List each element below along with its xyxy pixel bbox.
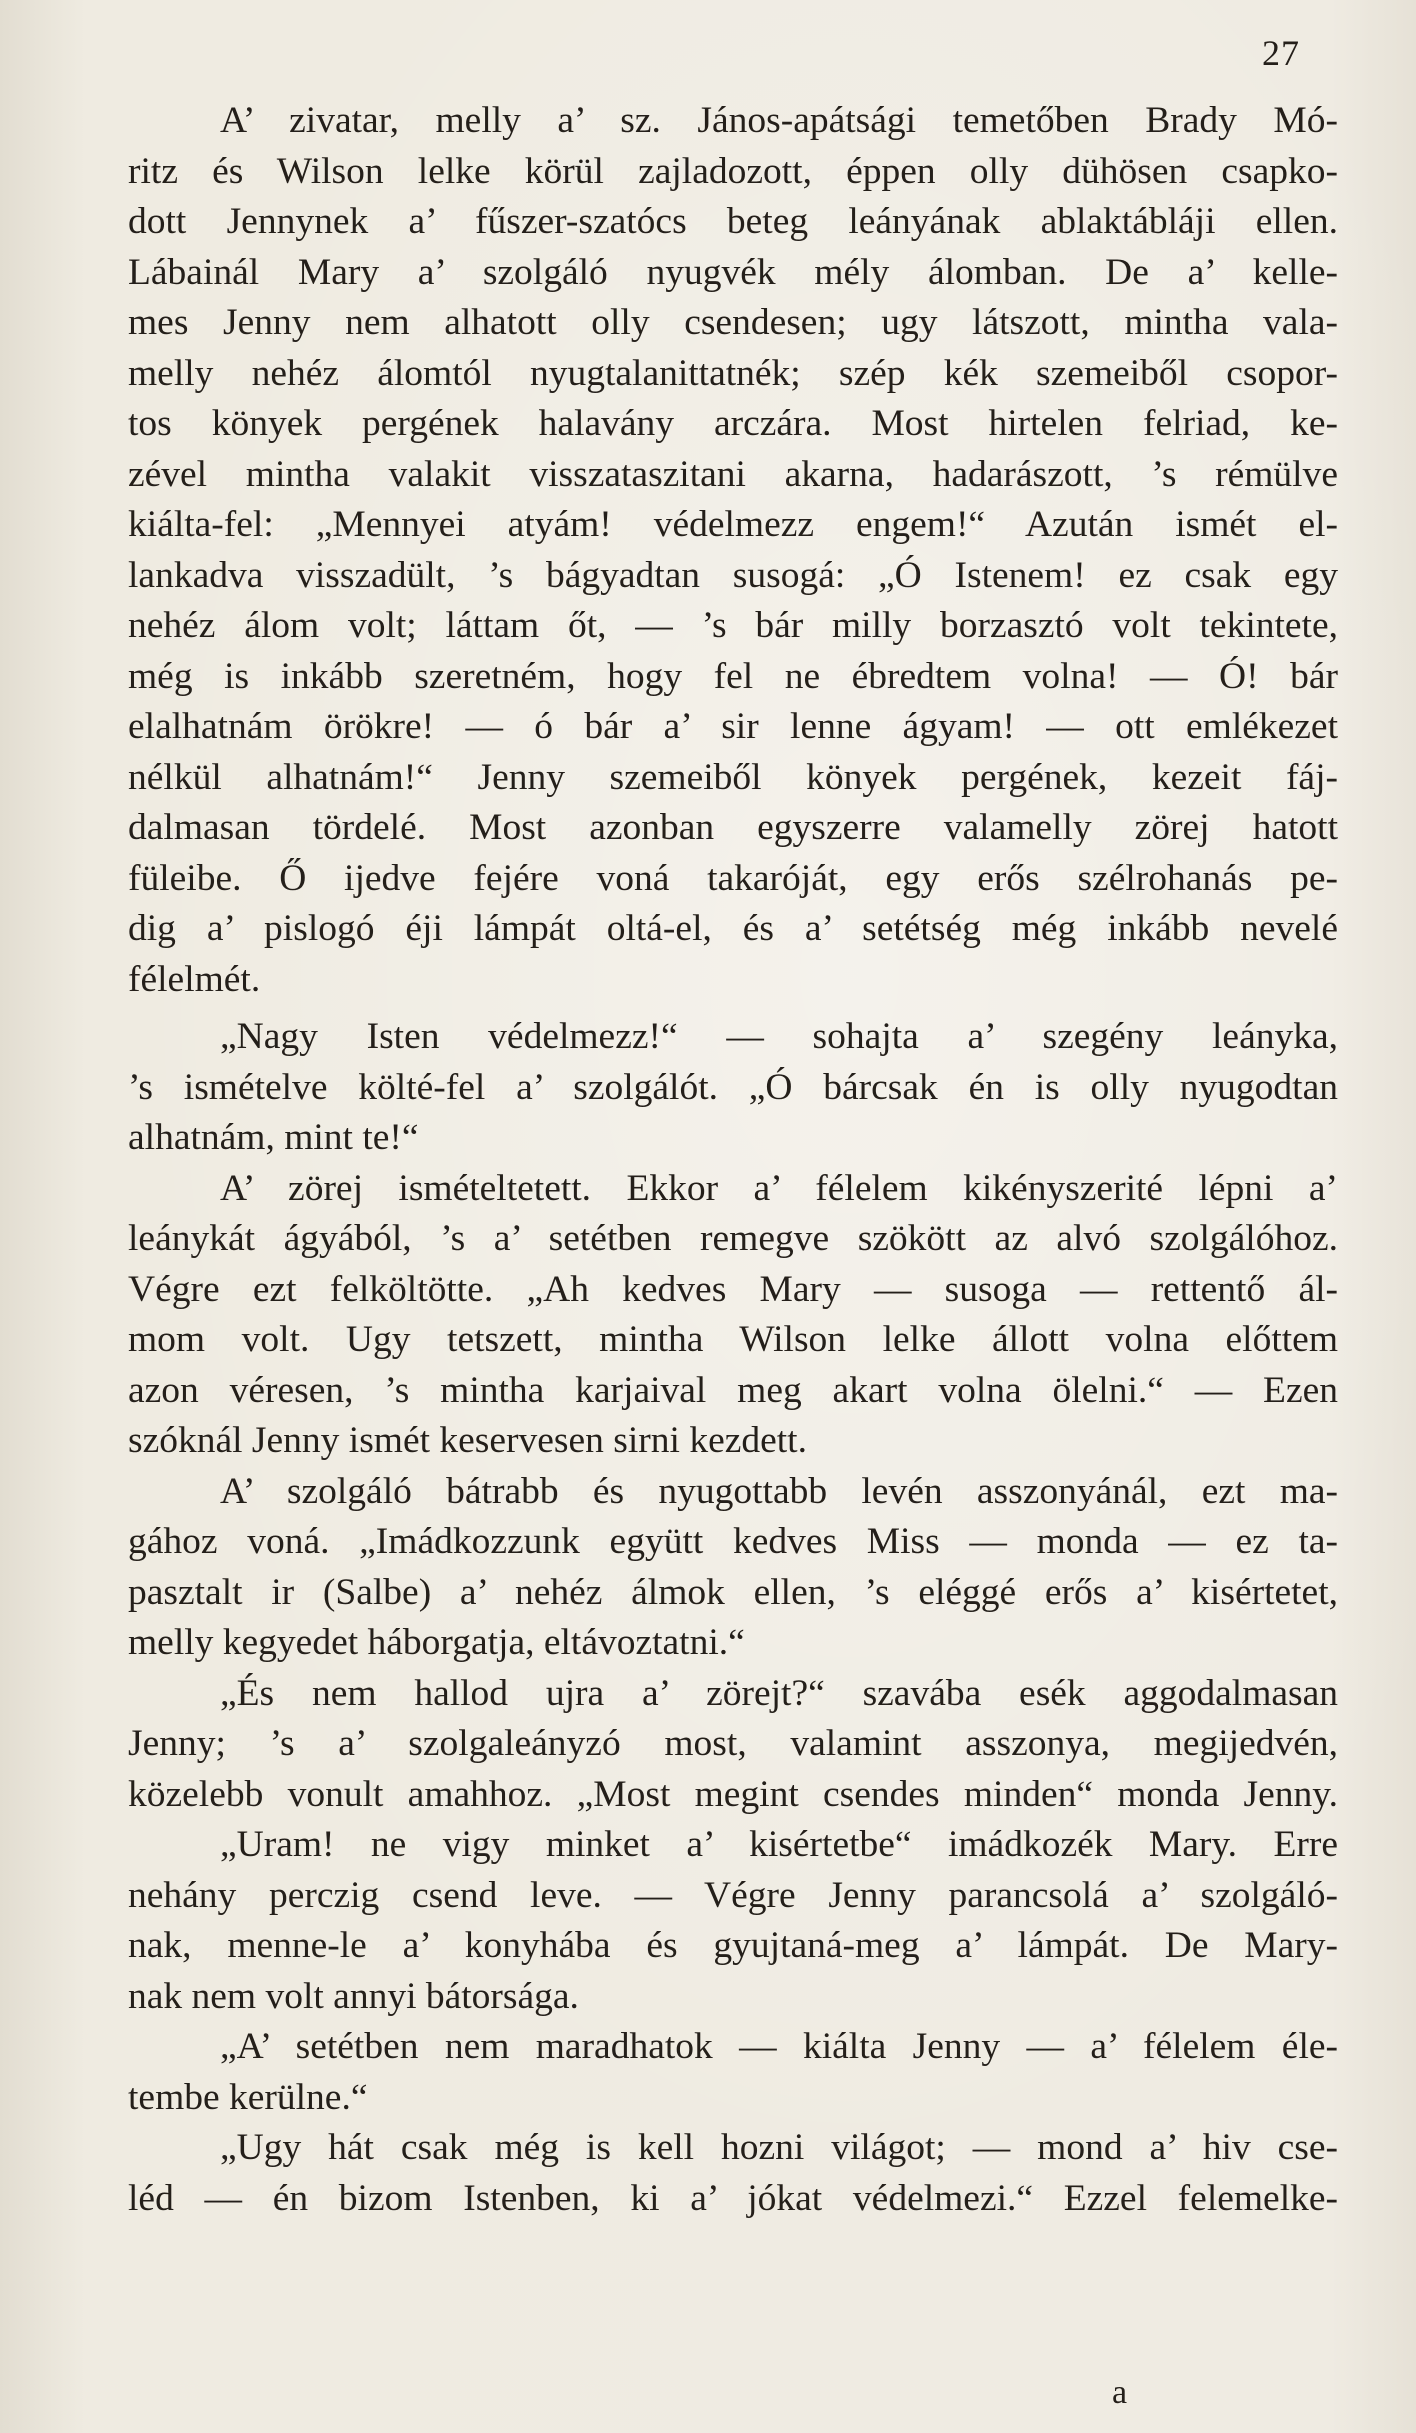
text-line: Jenny; ’s a’ szolgaleányzó most, valamint asszonya, megijedvén, — [128, 1723, 1338, 1764]
text-line: lankadva visszadült, ’s bágyadtan susogá: „Ó Istenem! ez csak egy — [128, 554, 1338, 596]
text-line: dig a’ pislogó éji lámpát oltá-el, és a’ setétség még inkább nevelé — [128, 908, 1338, 949]
text-line: A’ szolgáló bátrabb és nyugottabb levén asszonyánál, ezt ma- — [220, 1470, 1338, 1512]
text-line: nélkül alhatnám!“ Jenny szemeiből könyek pergének, kezeit fáj- — [128, 756, 1338, 798]
text-line: zével mintha valakit visszataszitani akarna, hadarászott, ’s rémülve — [128, 453, 1338, 495]
text-line: alhatnám, mint te!“ — [128, 1117, 419, 1158]
text-line: „A’ setétben nem maradhatok — kiálta Jenny — a’ félelem éle- — [220, 2026, 1338, 2067]
text-line: léd — én bizom Istenben, ki a’ jókat védelmezi.“ Ezzel felemelke- — [128, 2177, 1338, 2219]
text-line: „Nagy Isten védelmezz!“ — sohajta a’ szegény leányka, — [220, 1016, 1338, 1057]
text-line: dott Jennynek a’ fűszer-szatócs beteg leányának ablaktábláji ellen. — [128, 201, 1338, 242]
text-line: pasztalt ir (Salbe) a’ nehéz álmok ellen, ’s eléggé erős a’ kisértetet, — [128, 1571, 1338, 1613]
text-line: még is inkább szeretném, hogy fel ne ébredtem volna! — Ó! bár — [128, 655, 1338, 697]
text-line: nak, menne-le a’ konyhába és gyujtaná-meg a’ lámpát. De Mary- — [128, 1925, 1338, 1966]
text-line: leánykát ágyából, ’s a’ setétben remegve szökött az alvó szolgálóhoz. — [128, 1218, 1338, 1259]
text-line: dalmasan tördelé. Most azonban egyszerre valamelly zörej hatott — [128, 807, 1338, 848]
text-line: tos könyek pergének halavány arczára. Most hirtelen felriad, ke- — [128, 403, 1338, 444]
text-line: mom volt. Ugy tetszett, mintha Wilson lelke állott volna előttem — [128, 1319, 1338, 1360]
text-line: félelmét. — [128, 958, 261, 1000]
text-line: mes Jenny nem alhatott olly csendesen; ugy látszott, mintha vala- — [128, 302, 1338, 343]
text-line: A’ zörej ismételtetett. Ekkor a’ félelem kikényszerité lépni a’ — [220, 1167, 1338, 1209]
text-line: közelebb vonult amahhoz. „Most megint csendes minden“ monda Jenny. — [128, 1773, 1338, 1815]
catchword: a — [1112, 2374, 1128, 2411]
text-line: ’s ismételve költé-fel a’ szolgálót. „Ó bárcsak én is olly nyugodtan — [128, 1066, 1338, 1108]
text-line: „És nem hallod ujra a’ zörejt?“ szavába esék aggodalmasan — [220, 1672, 1338, 1714]
text-line: nehéz álom volt; láttam őt, — ’s bár milly borzasztó volt tekintete, — [128, 605, 1338, 646]
page-text — [128, 96, 1338, 2224]
text-line: ritz és Wilson lelke körül zajladozott, éppen olly dühösen csapko- — [128, 150, 1338, 192]
text-line: elalhatnám örökre! — ó bár a’ sir lenne ágyam! — ott emlékezet — [128, 706, 1338, 747]
text-line: Lábainál Mary a’ szolgáló nyugvék mély álomban. De a’ kelle- — [128, 251, 1338, 293]
text-line: A’ zivatar, melly a’ sz. János-apátsági temetőben Brady Mó- — [220, 100, 1338, 141]
text-line: azon véresen, ’s mintha karjaival meg akart volna ölelni.“ — Ezen — [128, 1369, 1338, 1411]
text-line: melly nehéz álomtól nyugtalanittatnék; szép kék szemeiből csopor- — [128, 352, 1338, 394]
text-line: gához voná. „Imádkozzunk együtt kedves Miss — monda — ez ta- — [128, 1521, 1338, 1562]
text-line: tembe kerülne.“ — [128, 2076, 368, 2118]
page-number: 27 — [1262, 33, 1300, 73]
text-line: „Ugy hát csak még is kell hozni világot; — mond a’ hiv cse- — [220, 2127, 1338, 2168]
text-line: füleibe. Ő ijedve fejére voná takaróját, egy erős szélrohanás pe- — [128, 857, 1338, 899]
text-line: „Uram! ne vigy minket a’ kisértetbe“ imádkozék Mary. Erre — [220, 1824, 1338, 1865]
text-line: nehány perczig csend leve. — Végre Jenny parancsolá a’ szolgáló- — [128, 1874, 1338, 1916]
text-line: szóknál Jenny ismét keservesen sirni kezdett. — [128, 1420, 807, 1461]
text-line: melly kegyedet háborgatja, eltávoztatni.“ — [128, 1622, 745, 1663]
text-line: nak nem volt annyi bátorsága. — [128, 1975, 579, 2017]
text-line: kiálta-fel: „Mennyei atyám! védelmezz engem!“ Azután ismét el- — [128, 504, 1338, 545]
text-line: Végre ezt felköltötte. „Ah kedves Mary — susoga — rettentő ál- — [128, 1268, 1338, 1310]
